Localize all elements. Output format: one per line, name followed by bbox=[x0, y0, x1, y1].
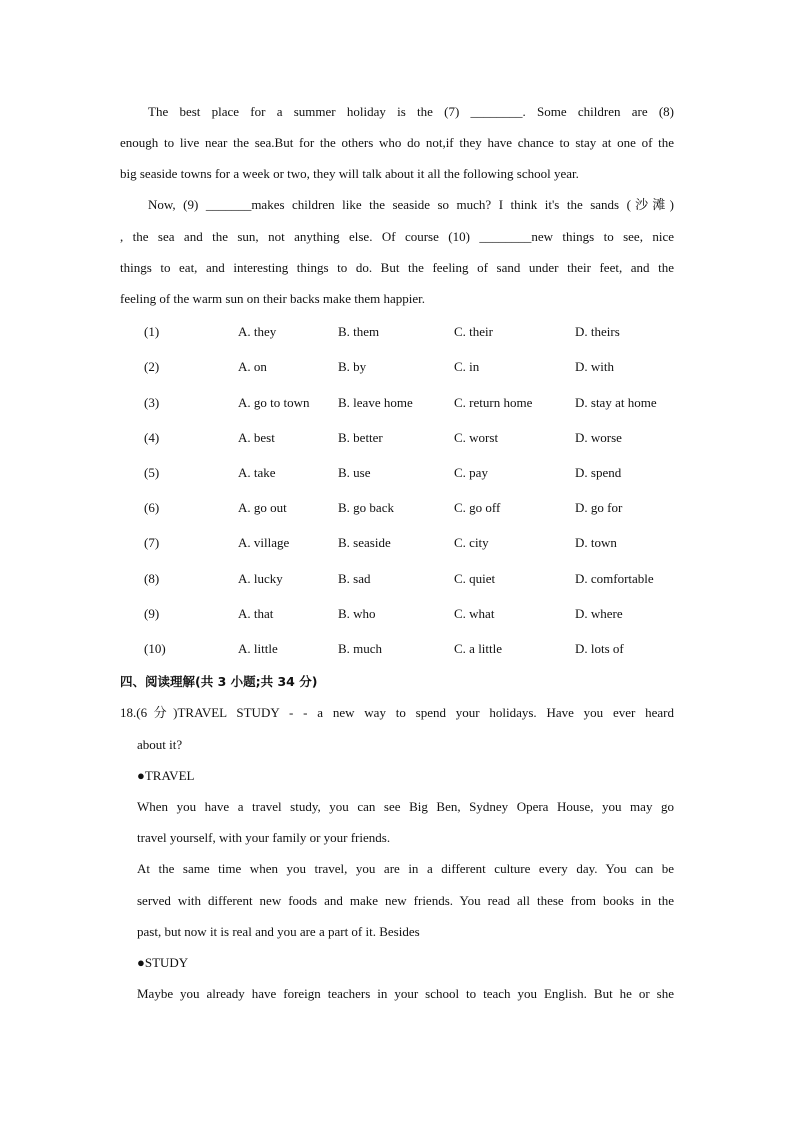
travel-line: past, but now it is real and you are a part of it. Besides bbox=[137, 924, 420, 939]
option-row bbox=[0, 430, 794, 446]
option-d: D. with bbox=[575, 359, 614, 374]
option-d: D. lots of bbox=[575, 641, 624, 656]
option-a: A. they bbox=[238, 324, 277, 339]
question-number: (3) bbox=[144, 395, 160, 410]
option-row bbox=[0, 500, 794, 516]
option-d: D. worse bbox=[575, 430, 622, 445]
question-number: (9) bbox=[144, 606, 160, 621]
option-c: C. their bbox=[454, 324, 493, 339]
option-b: B. who bbox=[338, 606, 376, 621]
question-number: (7) bbox=[144, 535, 160, 550]
option-a: A. on bbox=[238, 359, 267, 374]
option-b: B. leave home bbox=[338, 395, 413, 410]
travel-line: travel yourself, with your family or your friends. bbox=[137, 830, 391, 845]
option-row bbox=[0, 535, 794, 551]
option-a: A. that bbox=[238, 606, 274, 621]
option-c: C. in bbox=[454, 359, 480, 374]
question-line: about it? bbox=[137, 737, 183, 752]
option-row bbox=[0, 641, 794, 657]
option-row bbox=[0, 571, 794, 587]
option-row bbox=[0, 465, 794, 481]
option-b: B. use bbox=[338, 465, 371, 480]
option-d: D. go for bbox=[575, 500, 623, 515]
option-c: C. go off bbox=[454, 500, 501, 515]
option-d: D. theirs bbox=[575, 324, 620, 339]
option-c: C. pay bbox=[454, 465, 488, 480]
passage-line: , the sea and the sun, not anything else. Of course (10) ________new things to see, nice bbox=[120, 229, 674, 244]
option-a: A. little bbox=[238, 641, 278, 656]
study-line: Maybe you already have foreign teachers in your school to teach you English. But he or she bbox=[137, 986, 674, 1001]
travel-line: When you have a travel study, you can see Big Ben, Sydney Opera House, you may go bbox=[137, 799, 674, 814]
question-line: 18.(6分)TRAVEL STUDY - - a new way to spend your holidays. Have you ever heard bbox=[120, 705, 674, 720]
section-heading: 四、阅读理解(共 3 小题;共 34 分) bbox=[120, 674, 318, 689]
option-d: D. stay at home bbox=[575, 395, 657, 410]
option-a: A. go to town bbox=[238, 395, 310, 410]
travel-line: served with different new foods and make new friends. You read all these from books in the bbox=[137, 893, 674, 908]
question-number: (8) bbox=[144, 571, 160, 586]
option-a: A. village bbox=[238, 535, 290, 550]
option-b: B. better bbox=[338, 430, 383, 445]
study-label: ●STUDY bbox=[137, 955, 189, 970]
option-a: A. go out bbox=[238, 500, 287, 515]
option-a: A. take bbox=[238, 465, 276, 480]
passage-line: The best place for a summer holiday is the (7) ________. Some children are (8) bbox=[148, 104, 674, 119]
option-a: A. best bbox=[238, 430, 275, 445]
option-row bbox=[0, 359, 794, 375]
option-d: D. comfortable bbox=[575, 571, 654, 586]
question-number: (10) bbox=[144, 641, 166, 656]
question-number: (6) bbox=[144, 500, 160, 515]
option-a: A. lucky bbox=[238, 571, 283, 586]
option-b: B. by bbox=[338, 359, 367, 374]
option-row bbox=[0, 606, 794, 622]
option-b: B. go back bbox=[338, 500, 394, 515]
question-number: (1) bbox=[144, 324, 160, 339]
passage-line: big seaside towns for a week or two, they will talk about it all the following school year. bbox=[120, 166, 579, 181]
travel-label: ●TRAVEL bbox=[137, 768, 195, 783]
passage-line: things to eat, and interesting things to do. But the feeling of sand under their feet, and the bbox=[120, 260, 674, 275]
passage-line: feeling of the warm sun on their backs make them happier. bbox=[120, 291, 426, 306]
option-c: C. what bbox=[454, 606, 495, 621]
option-row bbox=[0, 324, 794, 340]
passage-line: Now, (9) _______makes children like the seaside so much? I think it's the sands (沙滩) bbox=[148, 197, 674, 212]
option-b: B. much bbox=[338, 641, 383, 656]
option-b: B. sad bbox=[338, 571, 371, 586]
option-c: C. city bbox=[454, 535, 489, 550]
option-c: C. worst bbox=[454, 430, 499, 445]
question-number: (2) bbox=[144, 359, 160, 374]
passage-line: enough to live near the sea.But for the others who do not,if they have chance to stay at one of the bbox=[120, 135, 674, 150]
option-b: B. them bbox=[338, 324, 380, 339]
question-number: (4) bbox=[144, 430, 160, 445]
option-d: D. town bbox=[575, 535, 617, 550]
option-d: D. where bbox=[575, 606, 623, 621]
travel-line: At the same time when you travel, you are in a different culture every day. You can be bbox=[137, 861, 674, 876]
option-d: D. spend bbox=[575, 465, 622, 480]
option-row bbox=[0, 395, 794, 411]
question-number: (5) bbox=[144, 465, 160, 480]
option-c: C. return home bbox=[454, 395, 533, 410]
option-c: C. quiet bbox=[454, 571, 496, 586]
option-c: C. a little bbox=[454, 641, 503, 656]
option-b: B. seaside bbox=[338, 535, 391, 550]
